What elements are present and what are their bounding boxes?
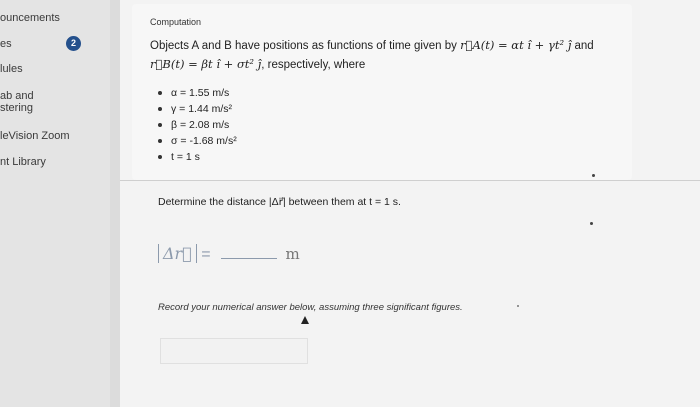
problem-intro-line-2 [150,57,365,71]
answer-blank [221,244,277,259]
problem-intro-line-1 [150,38,594,52]
intro-text-end: , respectively, where [261,59,366,71]
list-item: β = 2.08 m/s [158,117,237,133]
instruction-note: Record your numerical answer below, assuming three significant figures. [158,302,463,313]
and-text: and [574,40,594,52]
bullet-icon [158,91,162,95]
section-label: Computation [150,17,202,27]
bullet-icon [158,107,162,111]
bullet-icon [158,139,162,143]
question-panel [120,0,700,407]
speck [590,222,593,225]
intro-text: Objects A and B have positions as functions of time given by [150,40,457,52]
question-prompt: Determine the distance |Δr⃗| between them at t = 1 s. [158,196,401,208]
bullet-icon [158,123,162,127]
answer-input[interactable] [160,338,308,364]
sidebar-item-library[interactable]: nt Library [0,156,46,168]
position-b-expression: r⃗B(t) = βt î + σt² ĵ [150,57,262,71]
position-a-expression: r⃗A(t) = αt î + γt² ĵ [460,38,572,52]
sidebar-item-zoom[interactable]: leVision Zoom [0,130,70,142]
answer-unit: m [285,245,300,263]
sidebar-item-announcements[interactable]: ouncements [0,12,60,24]
divider [120,180,700,181]
list-item: σ = -1.68 m/s² [158,133,237,149]
equals-sign: = [201,246,211,263]
notification-badge: 2 [66,36,81,51]
list-item: γ = 1.44 m/s² [158,101,237,117]
speck [592,174,595,177]
answer-symbol: Δr⃗ [158,244,197,263]
sidebar-item-grades[interactable]: es [0,38,12,50]
list-item: t = 1 s [158,149,237,165]
sidebar-item-mastering[interactable]: ab and stering [0,90,34,114]
sidebar [0,0,110,407]
parameter-list [158,85,237,165]
speck [517,305,519,307]
answer-expression [158,244,300,266]
mouse-cursor-icon [301,316,309,324]
sidebar-item-modules[interactable]: lules [0,63,23,75]
bullet-icon [158,155,162,159]
list-item: α = 1.55 m/s [158,85,237,101]
